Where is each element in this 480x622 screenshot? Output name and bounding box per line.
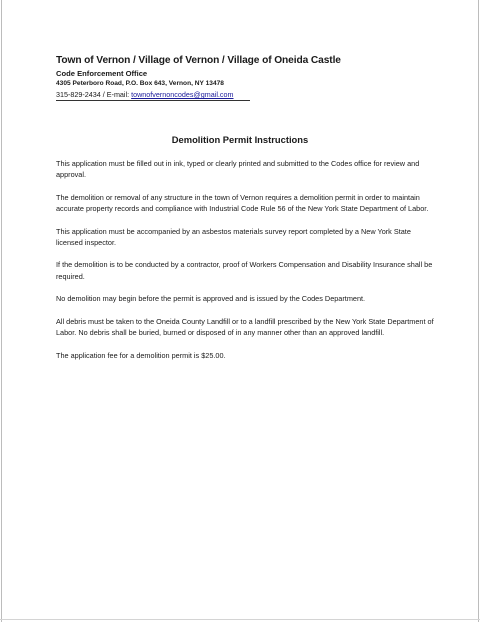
office-address: 4305 Peterboro Road, P.O. Box 643, Vernon, NY 13478 [56,80,224,87]
instructions-body [56,158,436,372]
office-name: Code Enforcement Office [56,69,148,78]
page-edge-left [1,0,2,622]
page-edge-bottom [0,619,480,620]
letterhead [56,54,341,101]
paragraph-application-fee: The application fee for a demolition permit is $25.00. [56,350,226,360]
email-link[interactable]: townofvernoncodes@gmail.com [131,90,234,99]
letterhead-divider [56,100,250,101]
contact-line [56,89,336,100]
page-edge-right [478,0,479,622]
paragraph-asbestos-survey: This application must be accompanied by an asbestos materials survey report completed by a New York State licensed inspector. [56,226,411,247]
document-title: Demolition Permit Instructions [171,134,309,145]
paragraph-approval-before-demolition: No demolition may begin before the permit is approved and is issued by the Codes Department. [56,294,366,304]
paragraph-contractor-insurance: If the demolition is to be conducted by a contractor, proof of Workers Compensation and Disability Insurance shall be required. [56,260,433,281]
paragraph-submission: This application must be filled out in ink, typed or clearly printed and submitted to the Codes office for review and approval. [56,159,420,180]
paragraph-debris-disposal: All debris must be taken to the Oneida County Landfill or to a landfill prescribed by the New York State Department of Labor. No debris shall be buried, burned or disposed of in any manner other than an approved landfill. [56,316,434,337]
letterhead-title: Town of Vernon / Village of Vernon / Village of Oneida Castle [56,55,341,66]
paragraph-permit-required: The demolition or removal of any structure in the town of Vernon requires a demolition permit in order to maintain accurate property records and compliance with Industrial Code Rule 56 of the New York State Department of Labor. [56,192,429,213]
phone-number: 315-829-2434 / E-mail: [56,90,132,99]
